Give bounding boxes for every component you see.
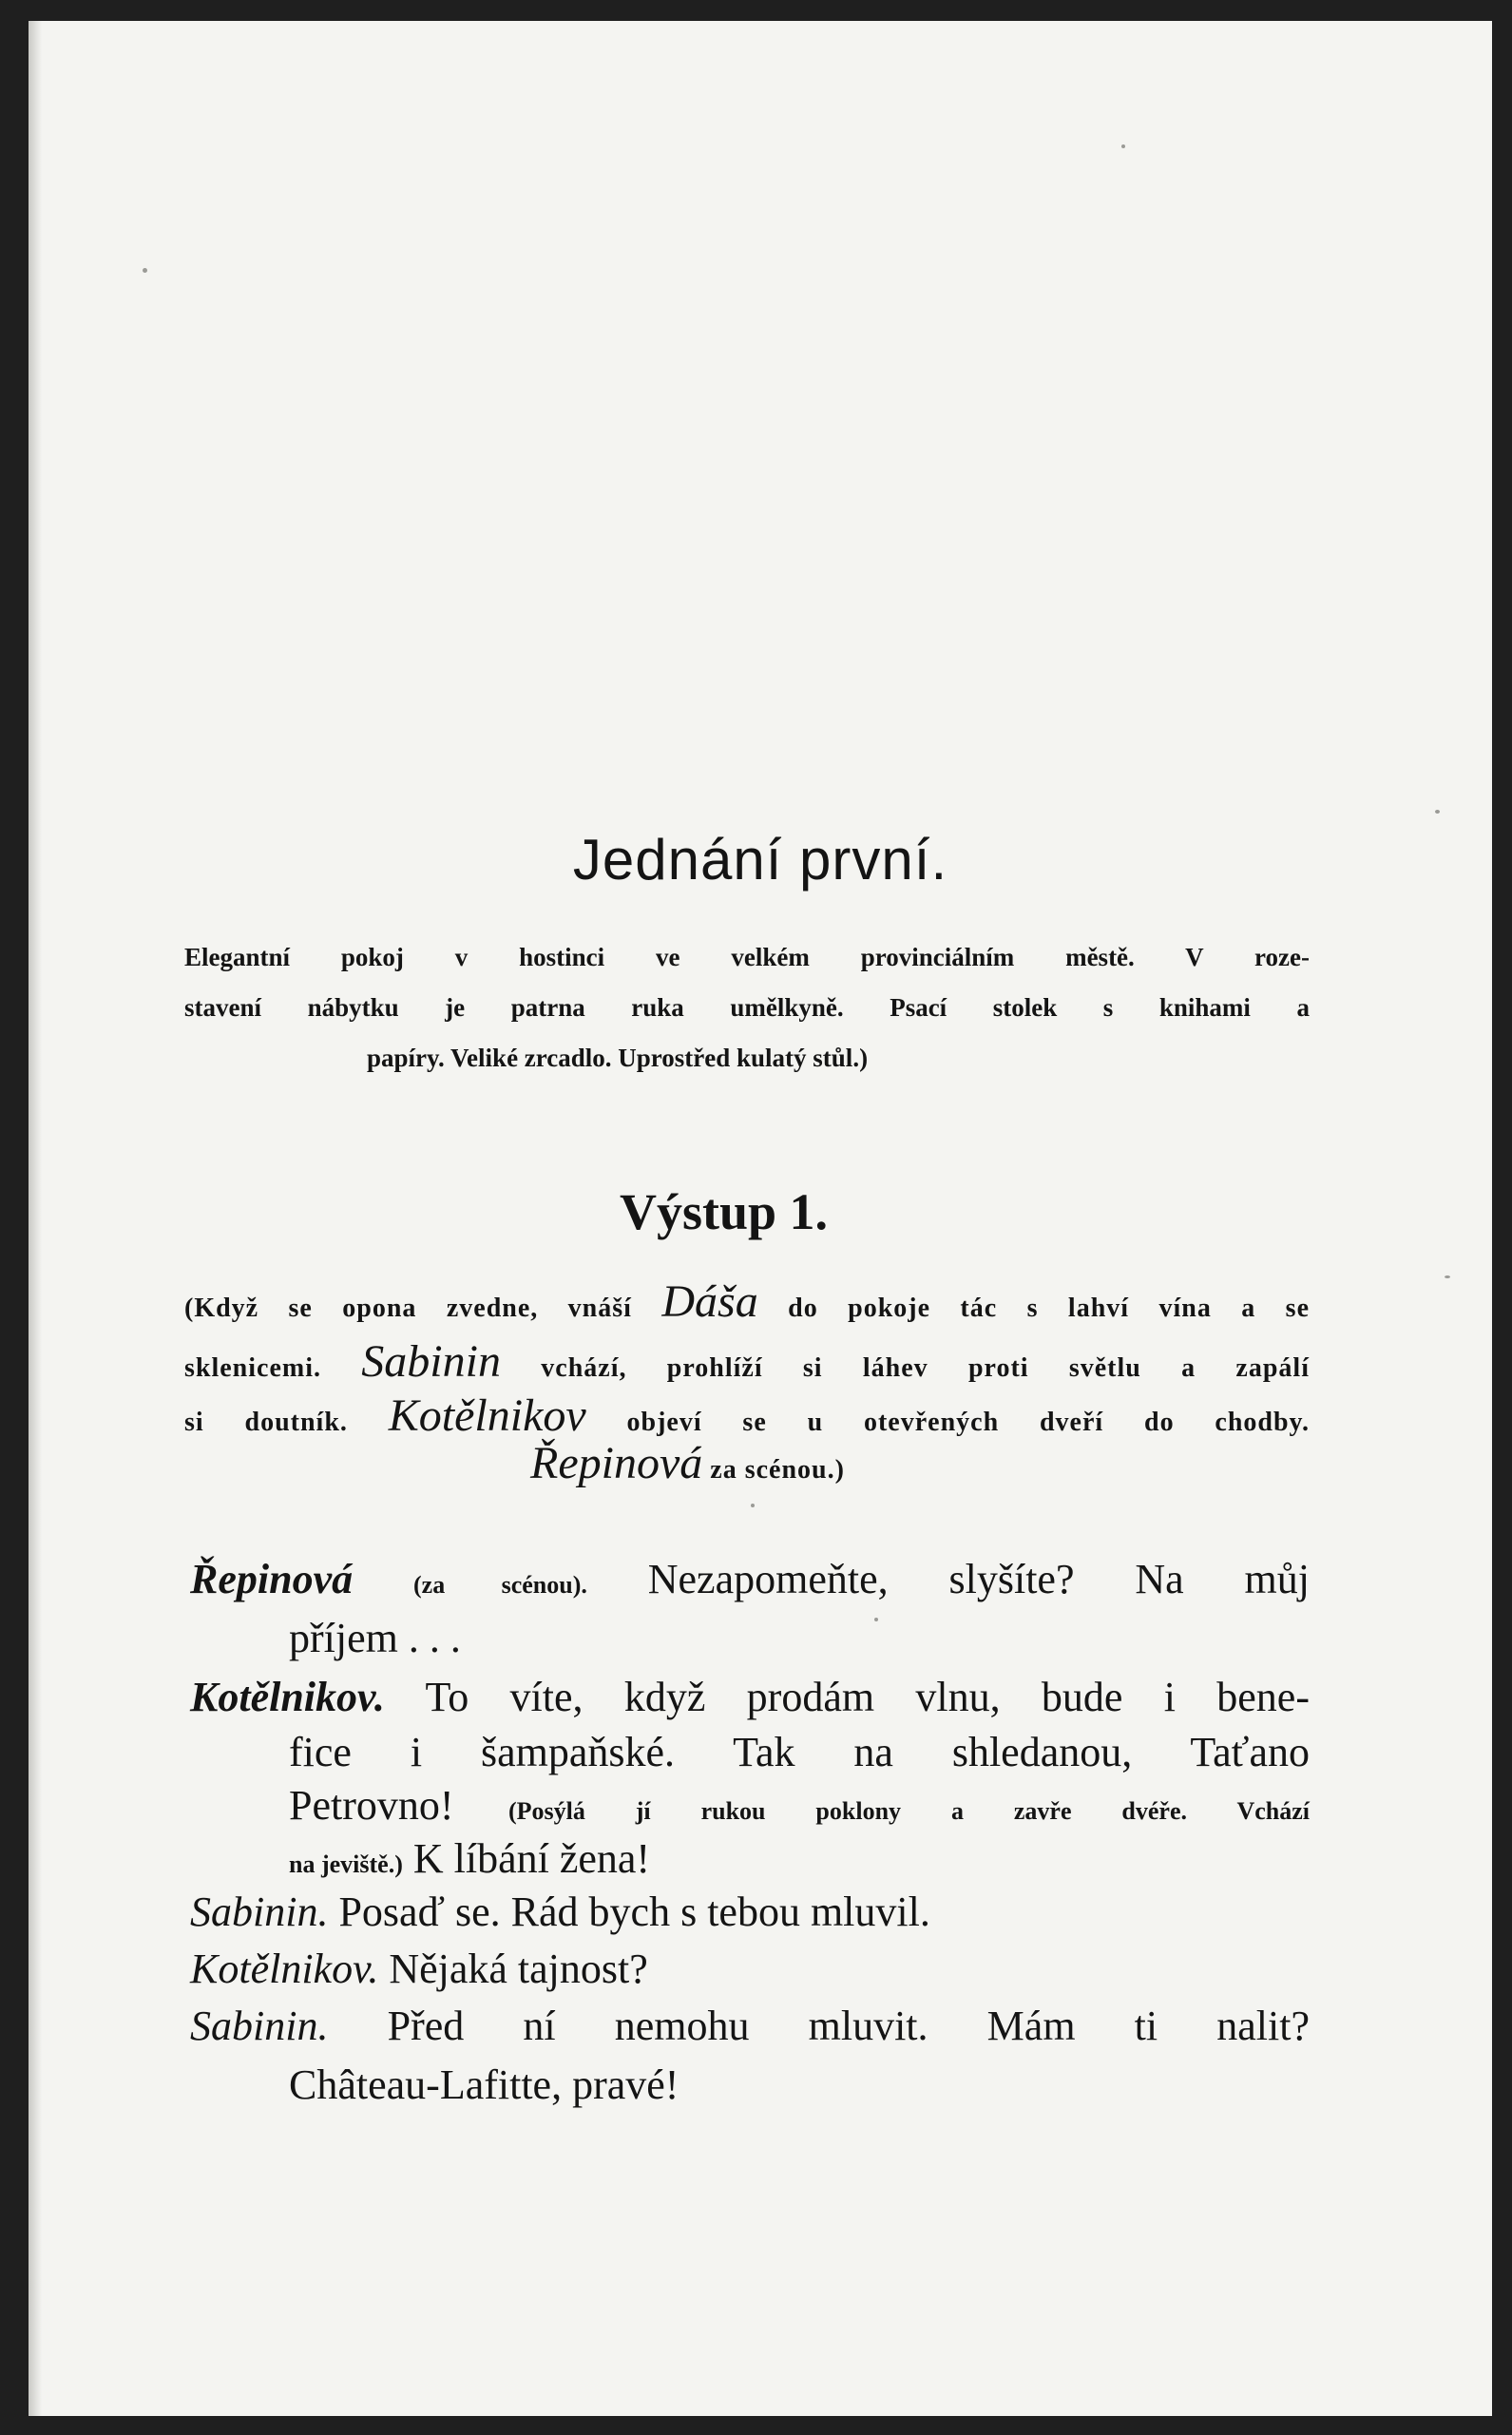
dialogue-text: příjem . . .	[289, 1615, 461, 1661]
stage-text: vchází, prohlíží si láhev proti světlu a zapálí	[541, 1353, 1310, 1383]
dialogue-text: Nějaká tajnost?	[389, 1946, 648, 1992]
stage-direction-line-4	[530, 1437, 845, 1489]
dialogue-line-7	[190, 1891, 930, 1933]
dialogue-text: K líbání žena!	[412, 1835, 651, 1882]
character-name: Kotělnikov	[388, 1390, 586, 1441]
paper-speck	[874, 1618, 878, 1621]
paper-speck	[143, 268, 147, 273]
dialogue-line-6	[289, 1835, 651, 1882]
speaker-name: Kotělnikov.	[190, 1674, 385, 1720]
dialogue-text: To víte, když prodám vlnu, bude i bene-	[425, 1674, 1310, 1720]
dialogue-line-5	[289, 1782, 1311, 1829]
setting-line-2: stavení nábytku je patrna ruka umělkyně. Psací stolek s knihami a	[184, 993, 1310, 1022]
dialogue-text: Před ní nemohu mluvit. Mám ti nalit?	[387, 2003, 1310, 2049]
stage-direction-line-1	[184, 1275, 1310, 1328]
paper-speck	[1435, 810, 1440, 814]
stage-text: za scénou.)	[710, 1455, 845, 1485]
character-name: Řepinová	[530, 1438, 703, 1488]
stage-text: do pokoje tác s lahví vína a se	[788, 1294, 1310, 1323]
character-name: Dáša	[661, 1276, 758, 1327]
stage-text: sklenicemi.	[184, 1353, 321, 1383]
stage-note: (Posýlá jí rukou poklony a zavře dvéře. Vchází	[507, 1797, 1311, 1825]
dialogue-text: Posaď se. Rád bych s tebou mluvil.	[338, 1889, 930, 1935]
page-gutter-shadow	[29, 21, 42, 2416]
dialogue-text: Château-Lafitte, pravé!	[289, 2061, 679, 2108]
speaker-name: Řepinová	[190, 1556, 354, 1602]
dialogue-line-3	[190, 1674, 1310, 1720]
stage-note: na jeviště.)	[289, 1850, 403, 1878]
speaker-name: Sabinin.	[190, 2003, 329, 2049]
paper-speck	[1121, 144, 1125, 148]
dialogue-line-9	[190, 2005, 1310, 2047]
paper-speck	[751, 1504, 755, 1507]
speaker-name: Kotělnikov.	[190, 1946, 379, 1992]
dialogue-line-10	[289, 2061, 679, 2108]
paper-speck	[1445, 1275, 1450, 1278]
stage-text: si doutník.	[184, 1408, 348, 1437]
stage-direction-line-3	[184, 1390, 1310, 1442]
dialogue-line-4	[289, 1729, 1310, 1775]
stage-text: (Když se opona zvedne, vnáší	[184, 1294, 632, 1323]
stage-text: objeví se u otevřených dveří do chodby.	[626, 1408, 1311, 1437]
dialogue-line-2	[289, 1615, 461, 1661]
stage-note: (za scénou).	[413, 1571, 587, 1599]
setting-line-3: papíry. Veliké zrcadlo. Uprostřed kulatý stůl.)	[367, 1044, 869, 1072]
scene-title: Výstup 1.	[620, 1183, 829, 1240]
character-name: Sabinin	[361, 1336, 501, 1387]
setting-line-1: Elegantní pokoj v hostinci ve velkém provinciálním městě. V roze-	[184, 943, 1310, 971]
dialogue-line-1	[190, 1556, 1311, 1602]
act-title: Jednání první.	[572, 828, 948, 892]
speaker-name: Sabinin.	[190, 1889, 329, 1935]
dialogue-text: Nezapomeňte, slyšíte? Na můj	[647, 1556, 1311, 1602]
dialogue-text: fice i šampaňské. Tak na shledanou, Taťano	[289, 1729, 1310, 1775]
dialogue-text: Petrovno!	[289, 1782, 454, 1829]
stage-direction-line-2	[184, 1335, 1310, 1388]
dialogue-line-8	[190, 1948, 648, 1990]
book-page	[29, 21, 1492, 2416]
